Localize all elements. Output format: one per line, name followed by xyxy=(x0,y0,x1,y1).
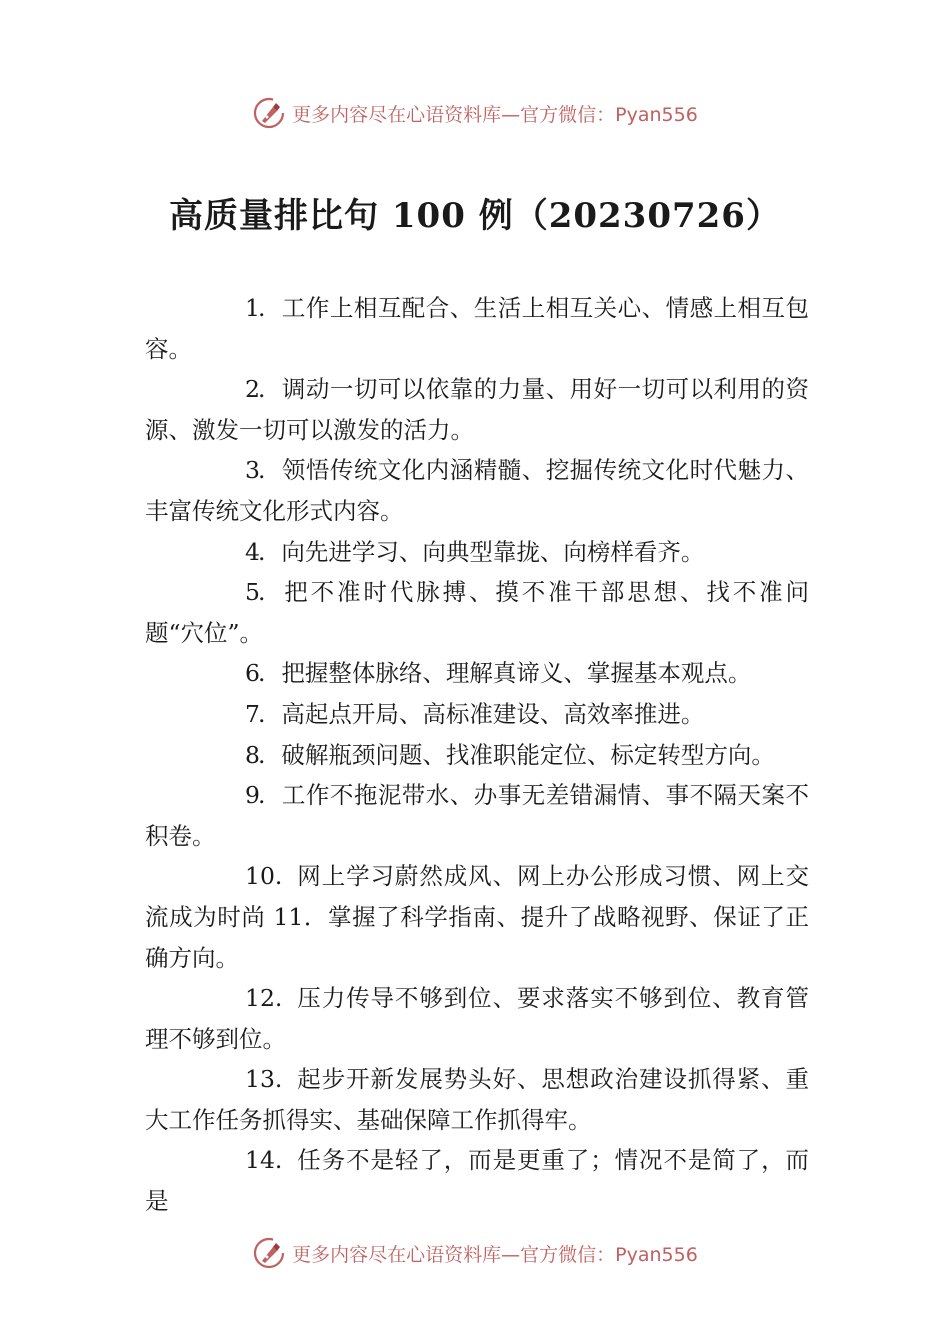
item-text: 破解瓶颈问题、找准职能定位、标定转型方向。 xyxy=(281,740,775,769)
item-number: 7. xyxy=(245,699,264,728)
item-number: 8. xyxy=(245,740,264,769)
watermark-text: 更多内容尽在心语资料库—官方微信：Pyan556 xyxy=(292,1243,698,1266)
item-text: 把不准时代脉搏、摸不准干部思想、找不准问题“穴位”。 xyxy=(145,578,809,647)
item-text: 工作不拖泥带水、办事无差错漏情、事不隔天案不积卷。 xyxy=(145,781,809,850)
item-number: 3. xyxy=(245,456,264,485)
item-text: 调动一切可以依靠的力量、用好一切可以利用的资源、激发一切可以激发的活力。 xyxy=(145,375,809,444)
item-text: 网上学习蔚然成风、网上办公形成习惯、网上交流成为时尚 11．掌握了科学指南、提升了战略视野、保证了正确方向。 xyxy=(145,862,809,972)
item-text: 高起点开局、高标准建设、高效率推进。 xyxy=(281,699,705,728)
document-body xyxy=(145,288,809,1222)
list-item xyxy=(145,735,809,776)
item-text: 任务不是轻了，而是更重了；情况不是简了，而是 xyxy=(145,1146,809,1216)
item-number: 9. xyxy=(245,781,264,810)
pen-nib-logo-icon xyxy=(252,96,286,130)
item-number: 14. xyxy=(245,1146,283,1175)
list-item xyxy=(145,572,809,653)
list-item xyxy=(145,694,809,735)
item-number: 4. xyxy=(245,537,264,566)
list-item xyxy=(145,532,809,573)
list-item xyxy=(145,653,809,694)
item-number: 5. xyxy=(245,578,264,607)
list-item xyxy=(145,978,809,1059)
item-number: 2. xyxy=(245,375,264,404)
pen-nib-logo-icon xyxy=(252,1236,286,1270)
item-number: 6. xyxy=(245,659,264,688)
list-item xyxy=(145,1140,809,1221)
list-item xyxy=(145,369,809,450)
list-item xyxy=(145,856,809,978)
item-text: 起步开新发展势头好、思想政治建设抓得紧、重大工作任务抓得实、基础保障工作抓得牢。 xyxy=(145,1065,809,1134)
header-watermark xyxy=(0,96,950,130)
list-item xyxy=(145,450,809,531)
item-number: 13. xyxy=(245,1065,283,1094)
document-title: 高质量排比句 100 例（20230726） xyxy=(169,196,781,236)
item-text: 工作上相互配合、生活上相互关心、情感上相互包容。 xyxy=(145,294,809,363)
watermark-text: 更多内容尽在心语资料库—官方微信：Pyan556 xyxy=(292,103,698,126)
list-item xyxy=(145,288,809,369)
item-number: 1. xyxy=(245,294,264,322)
item-text: 向先进学习、向典型靠拢、向榜样看齐。 xyxy=(281,537,705,566)
item-text: 领悟传统文化内涵精髓、挖掘传统文化时代魅力、丰富传统文化形式内容。 xyxy=(145,456,809,525)
item-number: 10. xyxy=(245,862,283,891)
item-number: 12. xyxy=(245,984,283,1013)
list-item xyxy=(145,775,809,856)
item-text: 压力传导不够到位、要求落实不够到位、教育管理不够到位。 xyxy=(145,984,809,1053)
list-item xyxy=(145,1059,809,1140)
footer-watermark xyxy=(0,1236,950,1270)
item-text: 把握整体脉络、理解真谛义、掌握基本观点。 xyxy=(281,659,752,688)
